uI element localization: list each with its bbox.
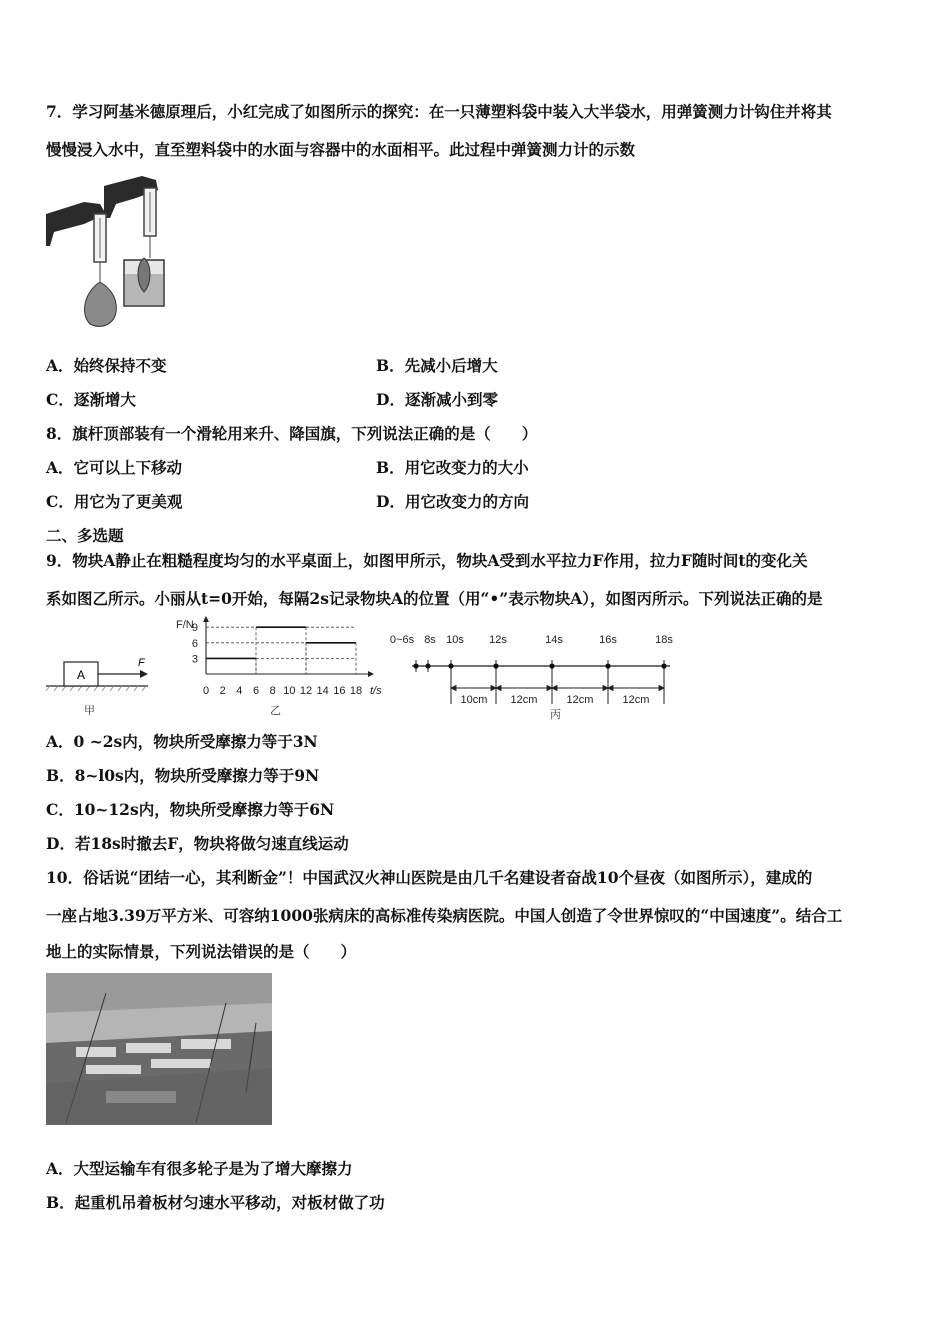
q9-option-b[interactable]: B．8~l0s内，物块所受摩擦力等于9N	[46, 766, 320, 785]
position-dot	[413, 663, 418, 668]
q7-option-d[interactable]: D．逐渐减小到零	[376, 390, 498, 409]
x-tick-label: 14	[316, 685, 329, 697]
q9-stem-line2: 系如图乙所示。小丽从t=0开始，每隔2s记录物块A的位置（用“•”表示物块A），如图丙所示。下列说法正确的是	[46, 589, 823, 608]
x-tick-label: 0	[202, 685, 210, 697]
q9-option-d[interactable]: D．若18s时撤去F，物块将做匀速直线运动	[46, 834, 349, 853]
x-tick-label: 2	[219, 685, 226, 697]
q9-option-a[interactable]: A．0 ~2s内，物块所受摩擦力等于3N	[46, 732, 318, 751]
q8-option-b[interactable]: B．用它改变力的大小	[376, 458, 529, 477]
construction-site-photo	[46, 973, 272, 1125]
q7-stem-line1: 7．学习阿基米德原理后，小红完成了如图所示的探究：在一只薄塑料袋中装入大半袋水，用弹簧测力计钩住并将其	[46, 102, 832, 121]
q8-stem: 8．旗杆顶部装有一个滑轮用来升、降国旗，下列说法正确的是（ ）	[46, 424, 538, 443]
q8-option-a[interactable]: A．它可以上下移动	[46, 458, 183, 477]
q8-option-c[interactable]: C．用它为了更美观	[46, 492, 183, 511]
section-heading-multiple-choice: 二、多选题	[46, 526, 124, 545]
block-a-label: A	[76, 668, 86, 682]
figure-bing-caption: 丙	[550, 708, 561, 721]
x-tick-label: 16	[333, 685, 346, 697]
figure-yi-caption: 乙	[270, 704, 281, 717]
q10-option-b[interactable]: B．起重机吊着板材匀速水平移动，对板材做了功	[46, 1193, 385, 1212]
x-axis-label: t/s	[370, 685, 382, 697]
time-label: 0~6s	[389, 634, 415, 646]
y-tick-label: 6	[191, 637, 198, 650]
q10-stem-line2: 一座占地3.39万平方米、可容纳1000张病床的高标准传染病医院。中国人创造了令世界惊叹的“中国速度”。结合工	[46, 906, 843, 925]
time-label: 16s	[599, 634, 617, 646]
q9-option-c[interactable]: C．10~12s内，物块所受摩擦力等于6N	[46, 800, 335, 819]
x-axis-arrow	[368, 671, 374, 677]
q9-stem-line1: 9．物块A静止在粗糙程度均匀的水平桌面上，如图甲所示，物块A受到水平拉力F作用，拉力F随时间t的变化关	[46, 551, 808, 570]
time-label: 8s	[424, 634, 436, 646]
q10-option-a[interactable]: A．大型运输车有很多轮子是为了增大摩擦力	[46, 1159, 353, 1178]
figure-jia	[44, 648, 154, 692]
q10-stem-line1: 10．俗话说“团结一心，其利断金”！中国武汉火神山医院是由几千名建设者奋战10个昼夜（如图所示），建成的	[46, 868, 813, 887]
time-label: 18s	[655, 634, 673, 646]
time-label: 12s	[489, 634, 507, 646]
q10-stem-line3: 地上的实际情景，下列说法错误的是（ ）	[46, 942, 357, 961]
time-label: 14s	[545, 634, 563, 646]
figure-jia-caption: 甲	[84, 704, 95, 717]
force-time-chart	[162, 616, 394, 706]
x-tick-label: 8	[269, 685, 276, 697]
position-dot	[425, 663, 430, 668]
y-tick-label: 3	[191, 653, 198, 666]
spring-scale-figure	[44, 174, 169, 329]
position-dot	[661, 663, 666, 668]
y-axis-arrow	[203, 616, 209, 622]
distance-label: 10cm	[460, 694, 488, 706]
figure-bing	[388, 630, 678, 708]
q7-option-c[interactable]: C．逐渐增大	[46, 390, 136, 409]
position-dot	[493, 663, 498, 668]
position-dot	[605, 663, 610, 668]
y-axis-label: F/N	[176, 619, 194, 631]
position-dot	[549, 663, 554, 668]
q7-option-a[interactable]: A．始终保持不变	[46, 356, 167, 375]
q7-stem-line2: 慢慢浸入水中，直至塑料袋中的水面与容器中的水面相平。此过程中弹簧测力计的示数	[46, 140, 636, 159]
y-tick-label: 9	[191, 622, 198, 635]
x-tick-label: 10	[283, 685, 296, 697]
q8-option-d[interactable]: D．用它改变力的方向	[376, 492, 529, 511]
distance-label: 12cm	[510, 694, 538, 706]
x-tick-label: 18	[349, 685, 363, 697]
distance-label: 12cm	[622, 694, 650, 706]
q7-option-b[interactable]: B．先减小后增大	[376, 356, 498, 375]
x-tick-label: 12	[299, 685, 313, 697]
x-tick-label: 4	[236, 685, 243, 697]
time-label: 10s	[446, 634, 464, 646]
force-label: F	[138, 657, 145, 669]
distance-label: 12cm	[566, 694, 594, 706]
x-tick-label: 6	[252, 685, 260, 697]
position-dot	[448, 663, 453, 668]
